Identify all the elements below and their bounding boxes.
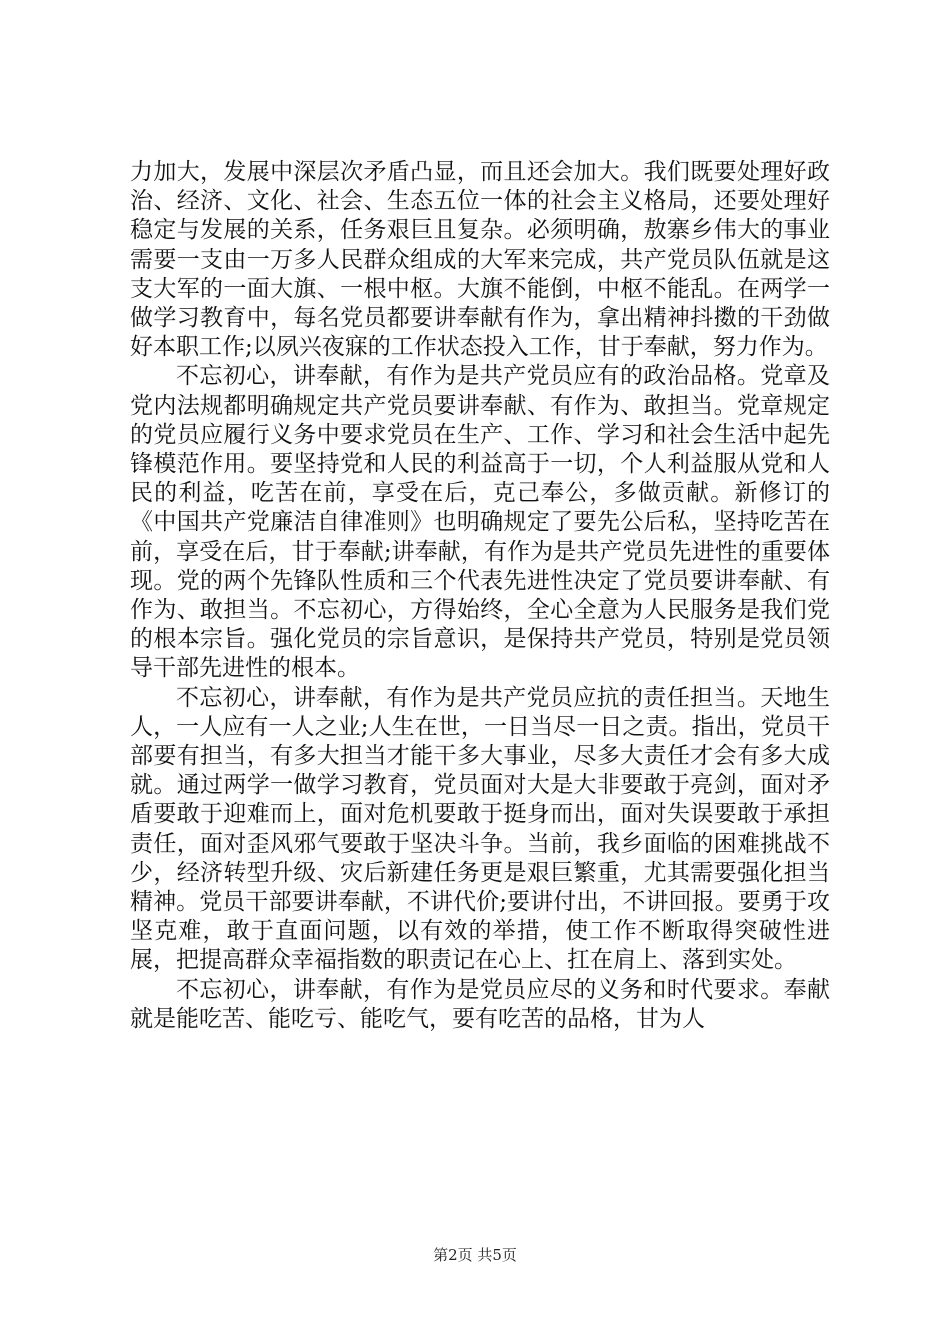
paragraph-3: 不忘初心，讲奉献，有作为是共产党员应抗的责任担当。天地生人，一人应有一人之业;人生在世，一日当尽一日之责。指出，党员干部要有担当，有多大担当才能干多大事业，尽多大责任才会有多大成就。通过两学一做学习教育，党员面对大是大非要敢于亮剑，面对矛盾要敢于迎难而上，面对危机要敢于挺身而出，面对失误要敢于承担责任，面对歪风邪气要敢于坚决斗争。当前，我乡面临的困难挑战不少，经济转型升级、灾后新建任务更是艰巨繁重，尤其需要强化担当精神。党员干部要讲奉献，不讲代价;要讲付出，不讲回报。要勇于攻坚克难，敢于直面问题，以有效的举措，使工作不断取得突破性进展，把提高群众幸福指数的职责记在心上、扛在肩上、落到实处。	[130, 684, 830, 974]
paragraph-2: 不忘初心，讲奉献，有作为是共产党员应有的政治品格。党章及党内法规都明确规定共产党员要讲奉献、有作为、敢担当。党章规定的党员应履行义务中要求党员在生产、工作、学习和社会生活中起先锋模范作用。要坚持党和人民的利益高于一切，个人利益服从党和人民的利益，吃苦在前，享受在后，克己奉公，多做贡献。新修订的《中国共产党廉洁自律准则》也明确规定了要先公后私，坚持吃苦在前，享受在后，甘于奉献;讲奉献，有作为是共产党员先进性的重要体现。党的两个先锋队性质和三个代表先进性决定了党员要讲奉献、有作为、敢担当。不忘初心，方得始终，全心全意为人民服务是我们党的根本宗旨。强化党员的宗旨意识，是保持共产党员，特别是党员领导干部先进性的根本。	[130, 363, 830, 682]
document-body	[130, 158, 830, 1034]
page-number-footer: 第2页 共5页	[433, 1246, 517, 1264]
paragraph-1: 力加大，发展中深层次矛盾凸显，而且还会加大。我们既要处理好政治、经济、文化、社会、生态五位一体的社会主义格局，还要处理好稳定与发展的关系，任务艰巨且复杂。必须明确，敖寨乡伟大的事业需要一支由一万多人民群众组成的大军来完成，共产党员队伍就是这支大军的一面大旗、一根中枢。大旗不能倒，中枢不能乱。在两学一做学习教育中，每名党员都要讲奉献有作为，拿出精神抖擞的干劲做好本职工作;以夙兴夜寐的工作状态投入工作，甘于奉献，努力作为。	[130, 159, 830, 361]
paragraph-4: 不忘初心，讲奉献，有作为是党员应尽的义务和时代要求。奉献就是能吃苦、能吃亏、能吃气，要有吃苦的品格，甘为人	[130, 976, 830, 1032]
